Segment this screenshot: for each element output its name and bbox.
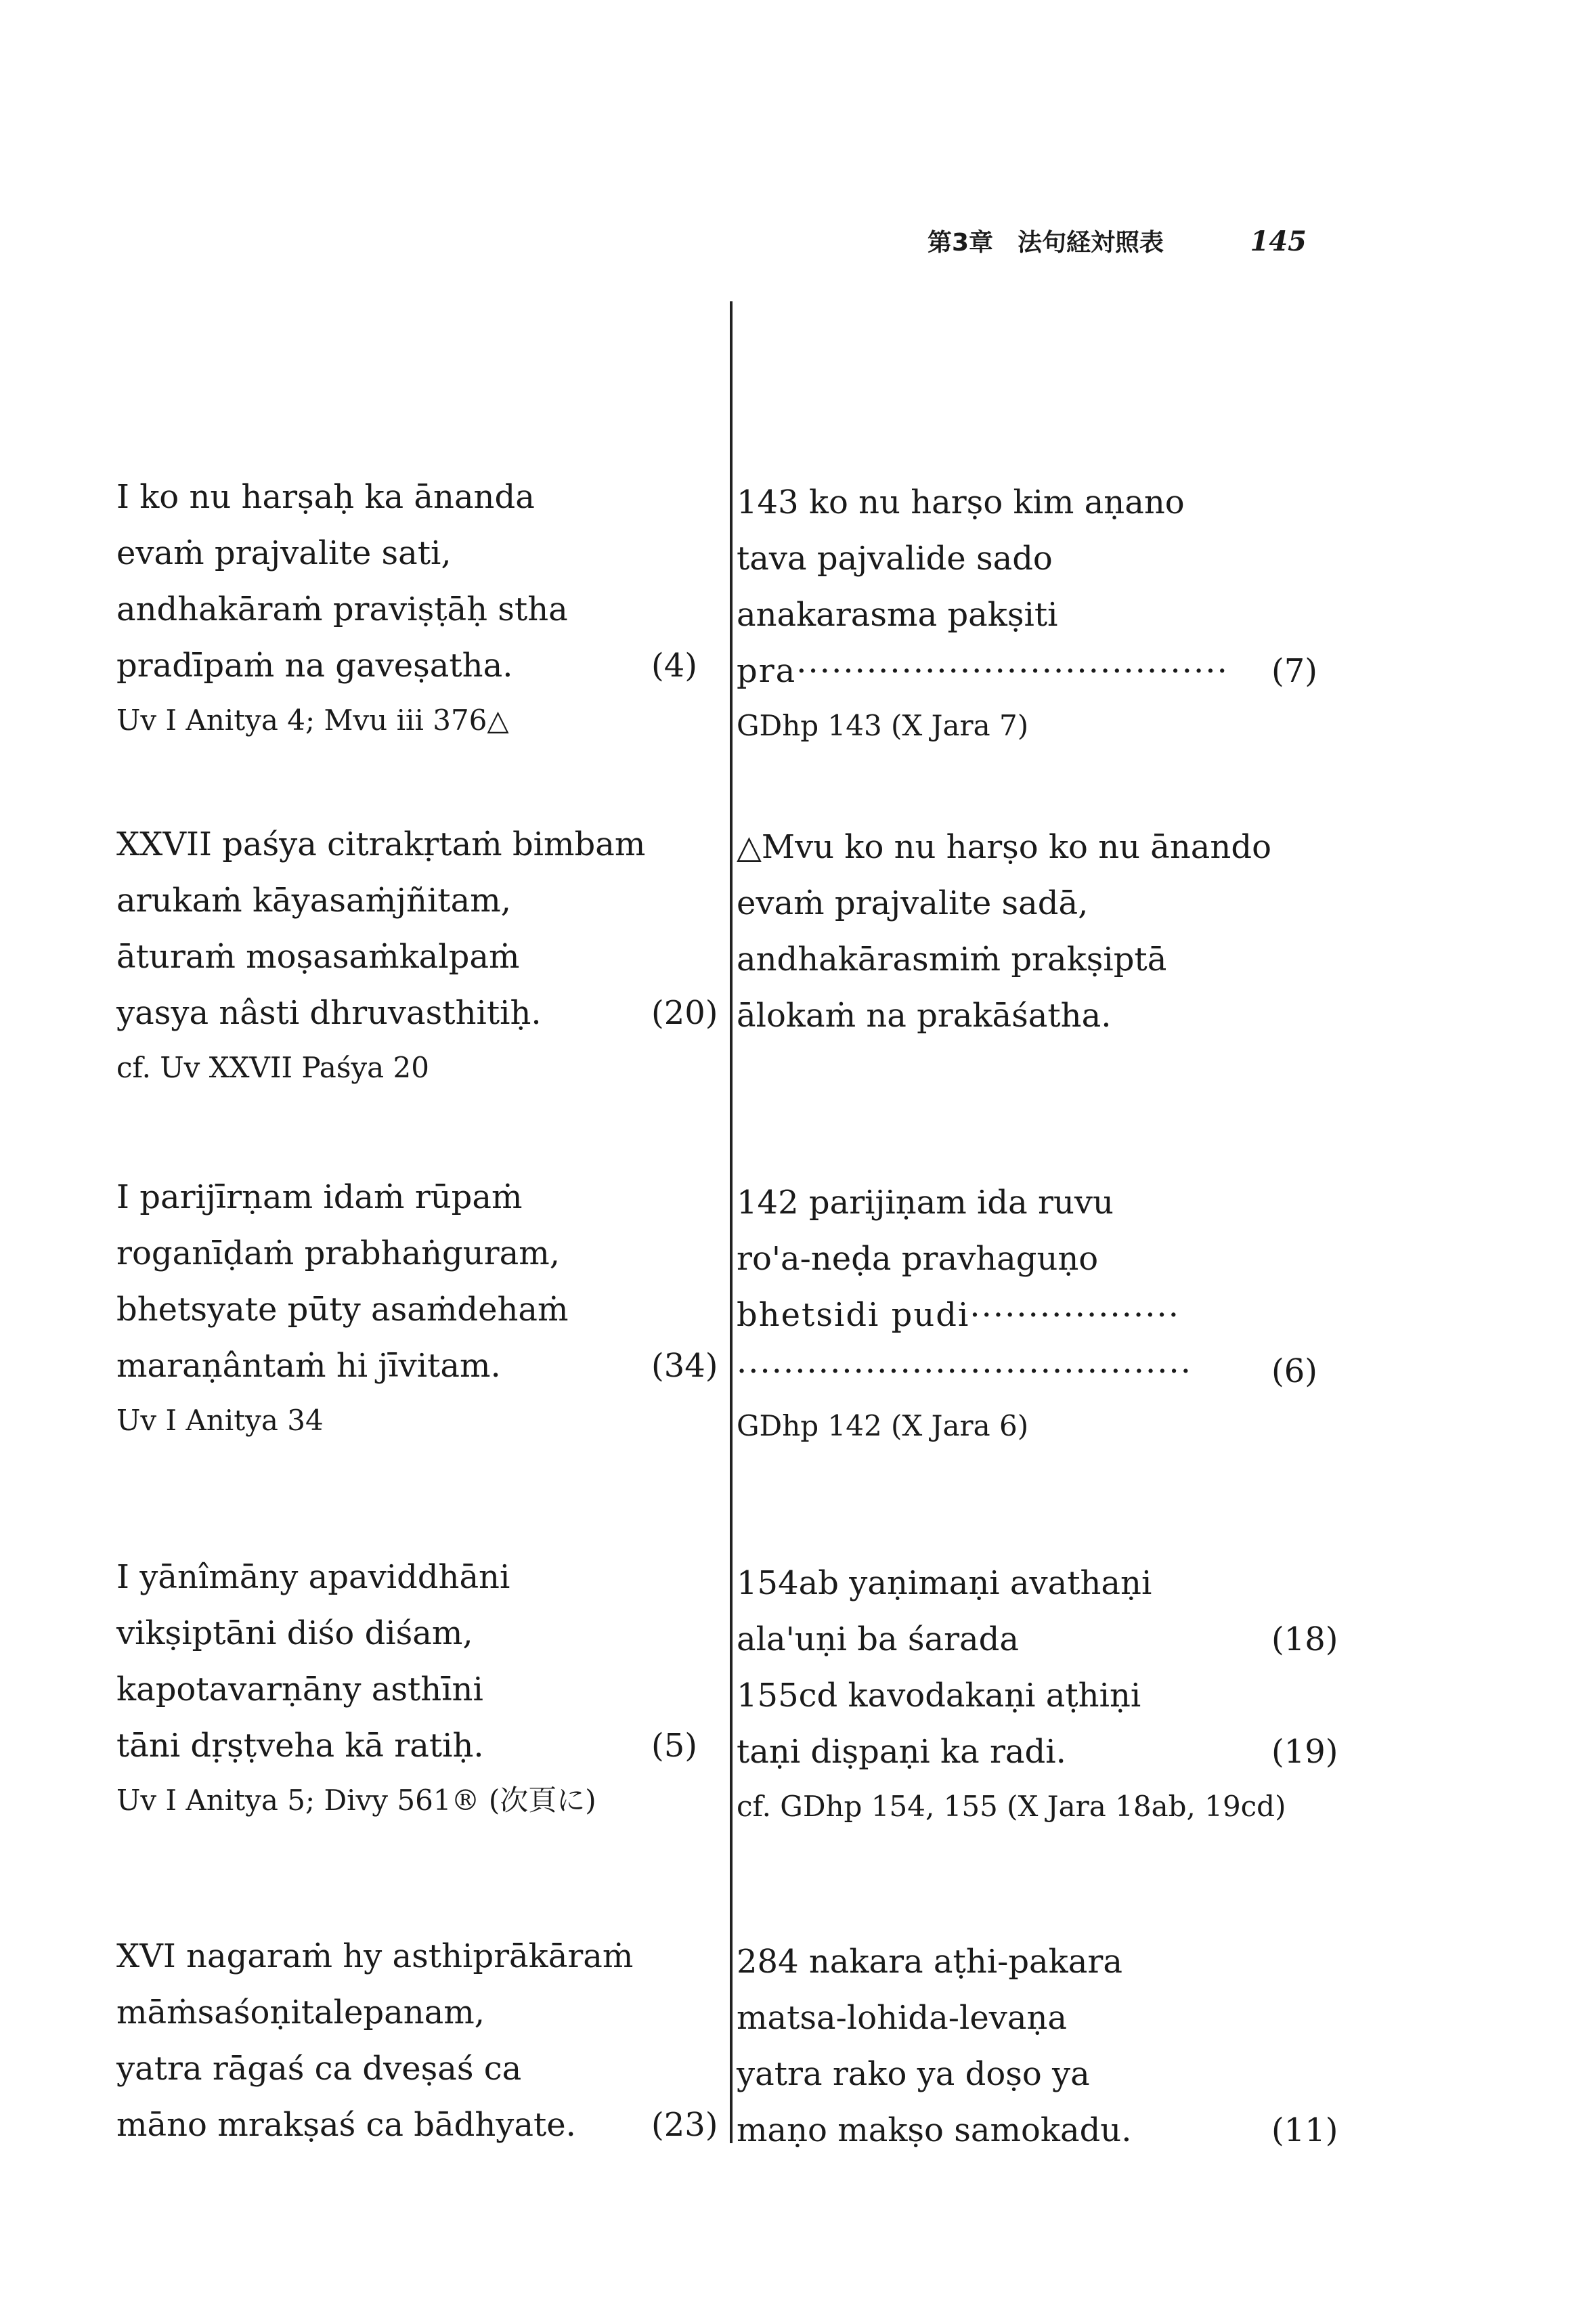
verse-line: pra····································· (7) [737, 643, 1319, 700]
verse-line: 154ab yaṇimaṇi avathaṇi [737, 1564, 1152, 1602]
verse-line: arukaṁ kāyasaṁjñitam, [116, 882, 511, 920]
page-number: 145 [1250, 225, 1307, 257]
verse-reference: Uv Ⅰ Anitya 34 [116, 1404, 324, 1437]
verse-line: ······································· (6) [737, 1343, 1319, 1400]
verse-line: 143 ko nu harṣo kim aṇano [737, 483, 1185, 521]
verse-line: pradīpaṁ na gaveṣatha. (4) [116, 638, 712, 694]
verse-line: ala'uṇi ba śarada (18) [737, 1612, 1319, 1668]
verse-line: kapotavarṇāny asthīni [116, 1671, 483, 1708]
verse-line: roganīḍaṁ prabhaṅguram, [116, 1234, 561, 1272]
verse-line: yasya nâsti dhruvasthitiḥ. (20) [116, 985, 712, 1041]
verse-line: maṇo makṣo samokadu. (11) [737, 2103, 1319, 2159]
left-verse-2 [116, 817, 718, 1094]
left-verse-3 [116, 1169, 718, 1447]
verse-line: taṇi diṣpaṇi ka radi. (19) [737, 1724, 1319, 1780]
left-verse-4 [116, 1549, 712, 1827]
verse-line: XVI nagaraṁ hy asthiprākāraṁ [116, 1937, 634, 1975]
verse-line: Ⅰ yānîmāny apaviddhāni [116, 1558, 510, 1596]
verse-number: (23) [651, 2106, 718, 2144]
verse-number: (6) [1271, 1352, 1317, 1390]
chapter-title: 第3章 法句経対照表 [927, 229, 1164, 257]
column-divider [730, 301, 733, 2143]
verse-line: evaṁ prajvalite sadā, [737, 884, 1089, 922]
verse-number: (34) [651, 1347, 718, 1385]
left-verse-1 [116, 469, 712, 747]
right-verse-2 [737, 819, 1319, 1044]
verse-line: māṁsaśoṇitalepanam, [116, 1994, 485, 2031]
verse-number: (7) [1271, 652, 1317, 690]
verse-line: ro'a-neḍa pravhaguṇo [737, 1240, 1099, 1278]
verse-line: maraṇântaṁ hi jīvitam. (34) [116, 1338, 712, 1394]
verse-line: 142 parijiṇam ida ruvu [737, 1184, 1114, 1222]
verse-line: Ⅰ parijīrṇam idaṁ rūpaṁ [116, 1178, 523, 1216]
verse-line: andhakāraṁ praviṣṭāḥ stha [116, 590, 568, 628]
verse-line: matsa-lohida-levaṇa [737, 1999, 1067, 2037]
verse-reference: cf. GDhp 154, 155 (X Jara 18ab, 19cd) [737, 1790, 1286, 1823]
verse-number: (20) [651, 994, 718, 1032]
verse-line: evaṁ prajvalite sati, [116, 534, 452, 572]
right-verse-4 [737, 1555, 1338, 1833]
verse-line: XXVII paśya citrakṛtaṁ bimbam [116, 825, 646, 863]
verse-line: 155cd kavodakaṇi aṭhiṇi [737, 1677, 1141, 1715]
verse-line: △Mvu ko nu harṣo ko nu ānando [737, 828, 1271, 866]
verse-line: anakarasma pakṣiti [737, 596, 1058, 634]
right-verse-1 [737, 475, 1319, 752]
right-verse-5 [737, 1934, 1338, 2159]
verse-reference: GDhp 142 (X Jara 6) [737, 1409, 1029, 1442]
verse-line: ālokaṁ na prakāśatha. [737, 997, 1112, 1035]
verse-line: yatra rāgaś ca dveṣaś ca [116, 2050, 522, 2088]
verse-line: tava pajvalide sado [737, 540, 1053, 578]
verse-number: (4) [651, 647, 697, 685]
verse-line: āturaṁ moṣasaṁkalpaṁ [116, 938, 520, 976]
verse-reference: Uv Ⅰ Anitya 4; Mvu iii 376△ [116, 704, 509, 737]
verse-number: (11) [1271, 2111, 1338, 2149]
verse-line: bhetsidi pudi·················· [737, 1296, 1181, 1334]
verse-number: (18) [1271, 1620, 1338, 1658]
right-verse-3 [737, 1175, 1319, 1452]
verse-line: yatra rako ya doṣo ya [737, 2055, 1090, 2093]
verse-reference: GDhp 143 (X Jara 7) [737, 709, 1029, 742]
verse-reference: cf. Uv XXVII Paśya 20 [116, 1051, 429, 1084]
verse-line: bhetsyate pūty asaṁdehaṁ [116, 1291, 569, 1329]
verse-number: (19) [1271, 1733, 1338, 1771]
verse-line: 284 nakara aṭhi-pakara [737, 1943, 1122, 1981]
verse-reference: Uv Ⅰ Anitya 5; Divy 561® (次頁に) [116, 1784, 596, 1817]
verse-number: (5) [651, 1727, 697, 1765]
verse-line: māno mrakṣaś ca bādhyate. (23) [116, 2097, 712, 2153]
left-verse-5 [116, 1929, 718, 2153]
verse-line: andhakārasmiṁ prakṣiptā [737, 941, 1167, 978]
verse-line: Ⅰ ko nu harṣaḥ ka ānanda [116, 478, 535, 516]
verse-line: vikṣiptāni diśo diśam, [116, 1614, 473, 1652]
verse-line: tāni dṛṣṭveha kā ratiḥ. (5) [116, 1718, 712, 1774]
page-header [927, 223, 1307, 258]
